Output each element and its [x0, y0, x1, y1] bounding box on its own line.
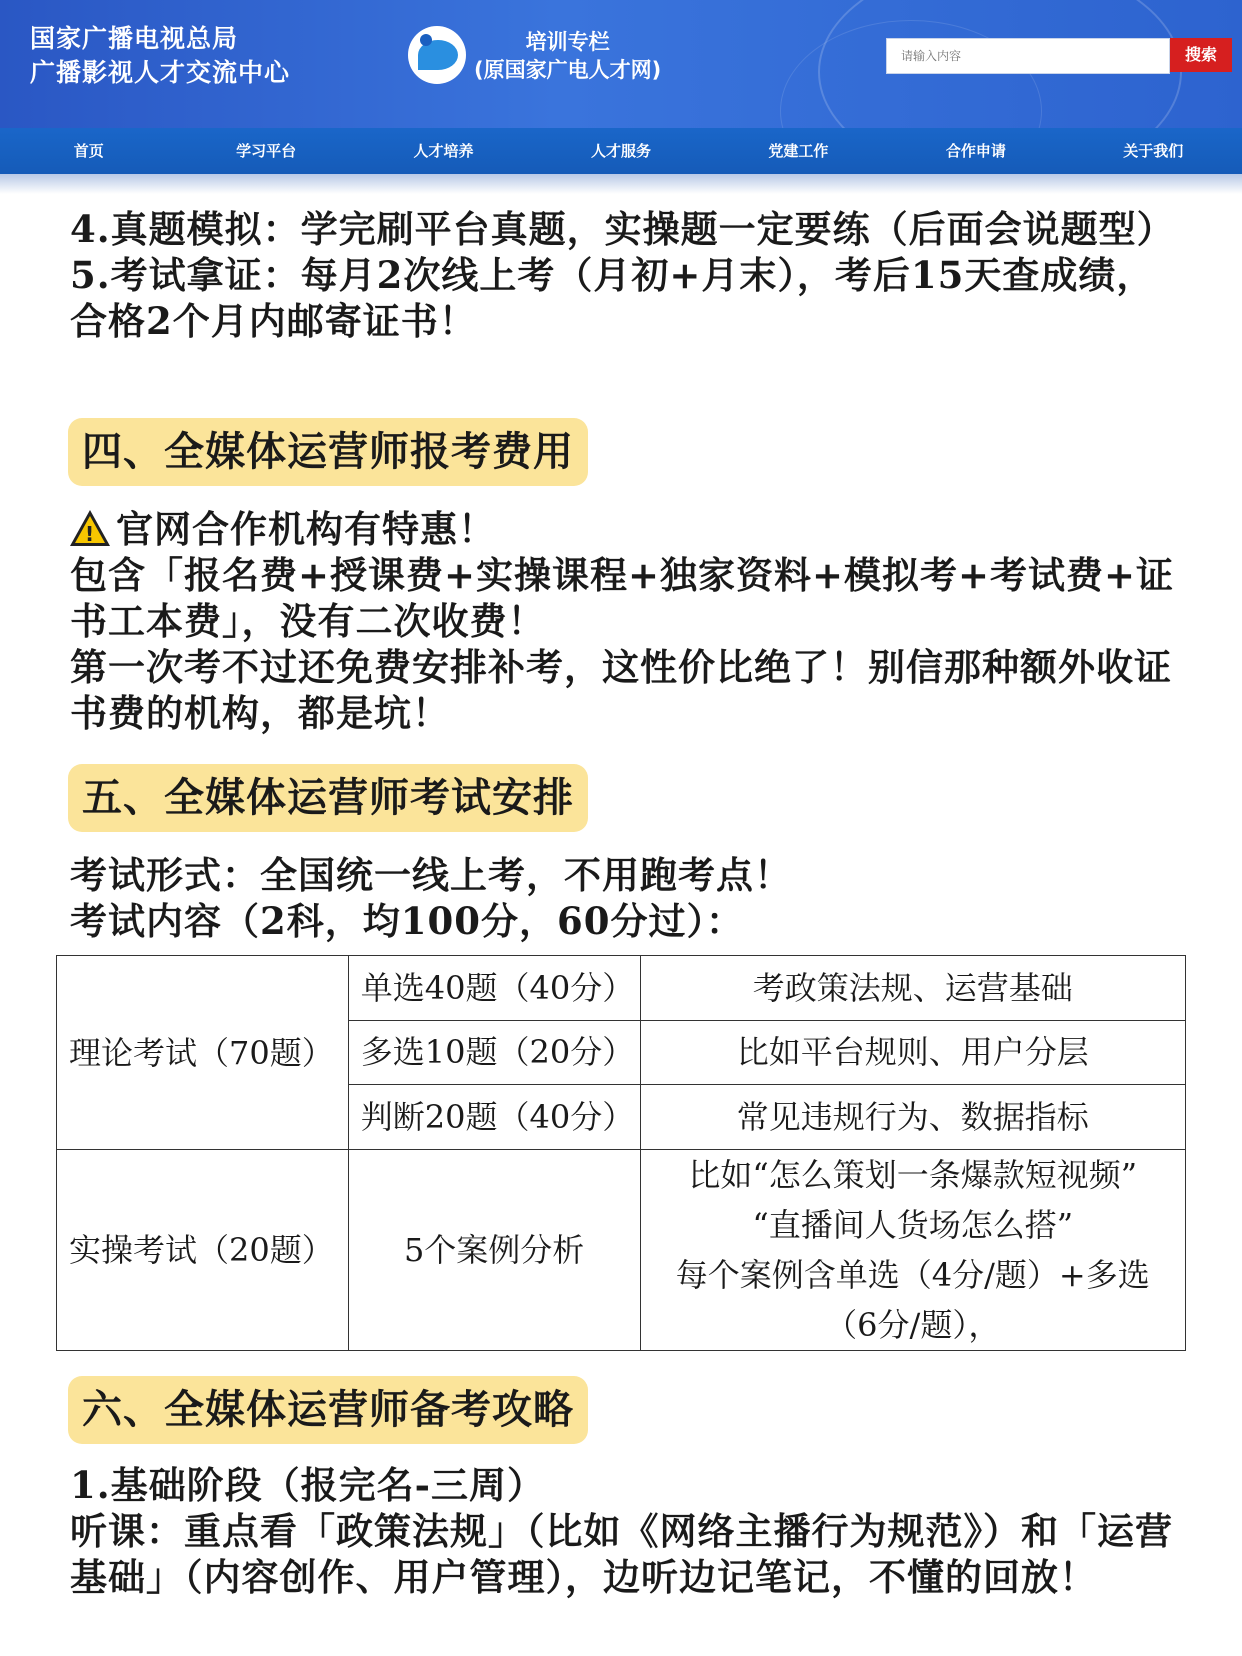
training-line1: 培训专栏	[525, 30, 610, 54]
search-button[interactable]: 搜索	[1170, 38, 1232, 72]
retake-text: 第一次考不过还免费安排补考，这性价比绝了！别信那种额外收证书费的机构，都是坑！	[70, 645, 1172, 735]
nav-item-talent-service[interactable]: 人才服务	[590, 142, 651, 160]
search-box	[886, 38, 1170, 74]
section-6-body	[70, 1462, 1182, 1600]
question-content-cell: 比如平台规则、用户分层	[640, 1020, 1186, 1085]
site-header	[0, 0, 1242, 128]
fee-includes-text: 包含「报名费+授课费+实操课程+独家资料+模拟考+考试费+证书工本费」，没有二次收费！	[70, 553, 1175, 643]
stage-1-title: 1.基础阶段（报完名-三周）	[70, 1463, 545, 1507]
question-content-cell: 考政策法规、运营基础	[640, 956, 1186, 1021]
practice-content-line: 比如“怎么策划一条爆款短视频”	[688, 1156, 1138, 1194]
exam-table	[56, 955, 1186, 1351]
nav-item-talent-training[interactable]: 人才培养	[413, 142, 474, 160]
nav-shadow	[0, 174, 1242, 194]
section-4-heading: 四、全媒体运营师报考费用	[68, 418, 588, 486]
search-input[interactable]	[887, 39, 1155, 73]
exam-content-text: 考试内容（2科，均100分，60分过）：	[70, 899, 744, 943]
section-6	[70, 1376, 1182, 1444]
org-name-line2: 广播影视人才交流中心	[30, 58, 291, 87]
warning-icon: !	[70, 510, 110, 546]
section-4-body	[70, 506, 1182, 736]
section-4	[70, 418, 1182, 486]
site-logo-icon[interactable]	[408, 26, 466, 84]
question-type-cell: 判断20题（40分）	[348, 1085, 640, 1150]
nav-item-home[interactable]: 首页	[73, 142, 104, 160]
theory-exam-label: 理论考试（70题）	[57, 956, 349, 1150]
table-row	[57, 956, 1186, 1021]
nav-item-cooperation[interactable]: 合作申请	[945, 142, 1006, 160]
intro-steps	[70, 206, 1182, 344]
section-5-heading: 五、全媒体运营师考试安排	[68, 764, 588, 832]
step-4-text: 4.真题模拟：学完刷平台真题，实操题一定要练（后面会说题型）	[70, 207, 1175, 251]
org-name-line1: 国家广播电视总局	[30, 24, 239, 53]
section-5-body	[70, 852, 1182, 944]
exam-format-text: 考试形式：全国统一线上考，不用跑考点！	[70, 853, 792, 897]
question-content-cell: 常见违规行为、数据指标	[640, 1085, 1186, 1150]
org-name[interactable]	[30, 22, 290, 90]
training-line2: (原国家广电人才网)	[474, 58, 662, 82]
practice-content-line: “直播间人货场怎么搭”	[752, 1206, 1074, 1244]
main-nav	[0, 128, 1242, 174]
question-type-cell: 单选40题（40分）	[348, 956, 640, 1021]
section-5	[70, 764, 1182, 832]
section-6-heading: 六、全媒体运营师备考攻略	[68, 1376, 588, 1444]
nav-item-learning[interactable]: 学习平台	[236, 142, 297, 160]
step-5-text: 5.考试拿证：每月2次线上考（月初+月末），考后15天查成绩，合格2个月内邮寄证书！	[70, 253, 1155, 343]
practice-content-line: （6分/题），	[825, 1306, 1001, 1344]
practice-content-cell	[640, 1150, 1186, 1351]
table-row	[57, 1150, 1186, 1351]
nav-item-party-building[interactable]: 党建工作	[768, 142, 829, 160]
practice-exam-label: 实操考试（20题）	[57, 1150, 349, 1351]
stage-1-text: 听课：重点看「政策法规」（比如《网络主播行为规范》）和「运营基础」（内容创作、用户管理），边听边记笔记，不懂的回放！	[70, 1509, 1173, 1599]
offer-line	[70, 506, 1182, 552]
offer-text: 官网合作机构有特惠！	[116, 507, 496, 551]
practice-type-cell: 5个案例分析	[348, 1150, 640, 1351]
practice-content-line: 每个案例含单选（4分/题）+多选	[675, 1256, 1150, 1294]
nav-item-about[interactable]: 关于我们	[1123, 142, 1184, 160]
training-column-title[interactable]	[474, 28, 661, 84]
question-type-cell: 多选10题（20分）	[348, 1020, 640, 1085]
